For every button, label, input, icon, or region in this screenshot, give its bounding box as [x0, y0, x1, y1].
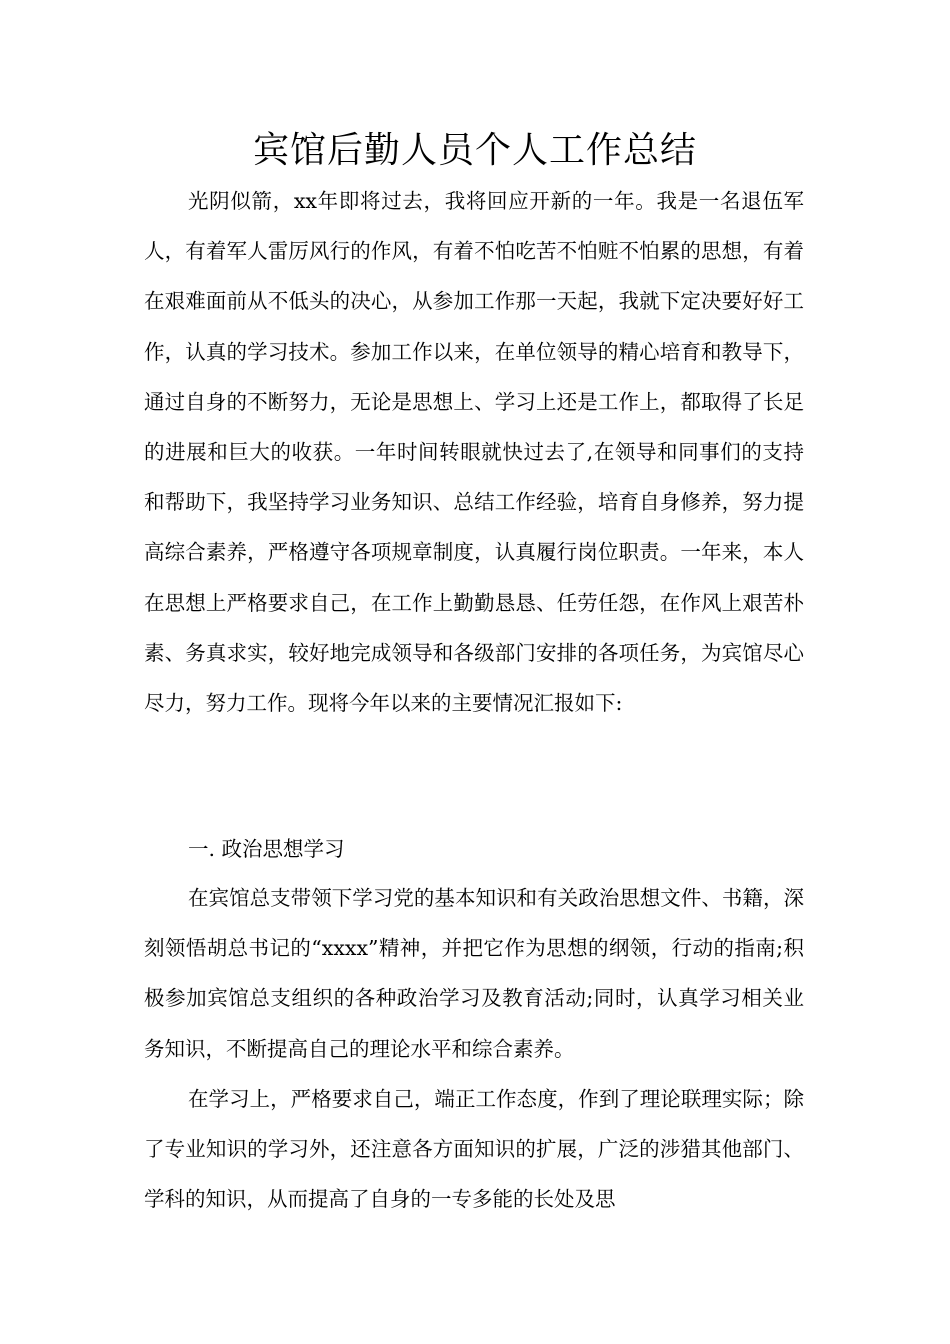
section-heading: 一. 政治思想学习 [188, 837, 345, 861]
document-title: 宾馆后勤人员个人工作总结 [252, 130, 697, 171]
paragraph-study-attitude: 在学习上，严格要求自己，端正工作态度，作到了理论联理实际；除了专业知识的学习外，还注意各方面知识的扩展，广泛的涉猎其他部门、学科的知识，从而提高了自身的一专多能的长处及思 [144, 1087, 804, 1212]
paragraph-political-study: 在宾馆总支带领下学习党的基本知识和有关政治思想文件、书籍，深刻领悟胡总书记的“xxxx”精神，并把它作为思想的纲领，行动的指南;积极参加宾馆总支组织的各种政治学习及教育活动;同时，认真学习相关业务知识，不断提高自己的理论水平和综合素养。 [144, 886, 804, 1061]
paragraph-intro: 光阴似箭，xx年即将过去，我将回应开新的一年。我是一名退伍军人，有着军人雷厉风行的作风，有着不怕吃苦不怕赃不怕累的思想，有着在艰难面前从不低头的决心，从参加工作那一天起，我就下定决要好好工作，认真的学习技术。参加工作以来，在单位领导的精心培育和教导下，通过自身的不断努力，无论是思想上、学习上还是工作上，都取得了长足的进展和巨大的收获。一年时间转眼就快过去了,在领导和同事们的支持和帮助下，我坚持学习业务知识、总结工作经验，培育自身修养，努力提高综合素养，严格遵守各项规章制度，认真履行岗位职责。一年来，本人在思想上严格要求自己，在工作上勤勤恳恳、任劳任怨，在作风上艰苦朴素、务真求实，较好地完成领导和各级部门安排的各项任务，为宾馆尽心尽力，努力工作。现将今年以来的主要情况汇报如下: [144, 189, 804, 716]
